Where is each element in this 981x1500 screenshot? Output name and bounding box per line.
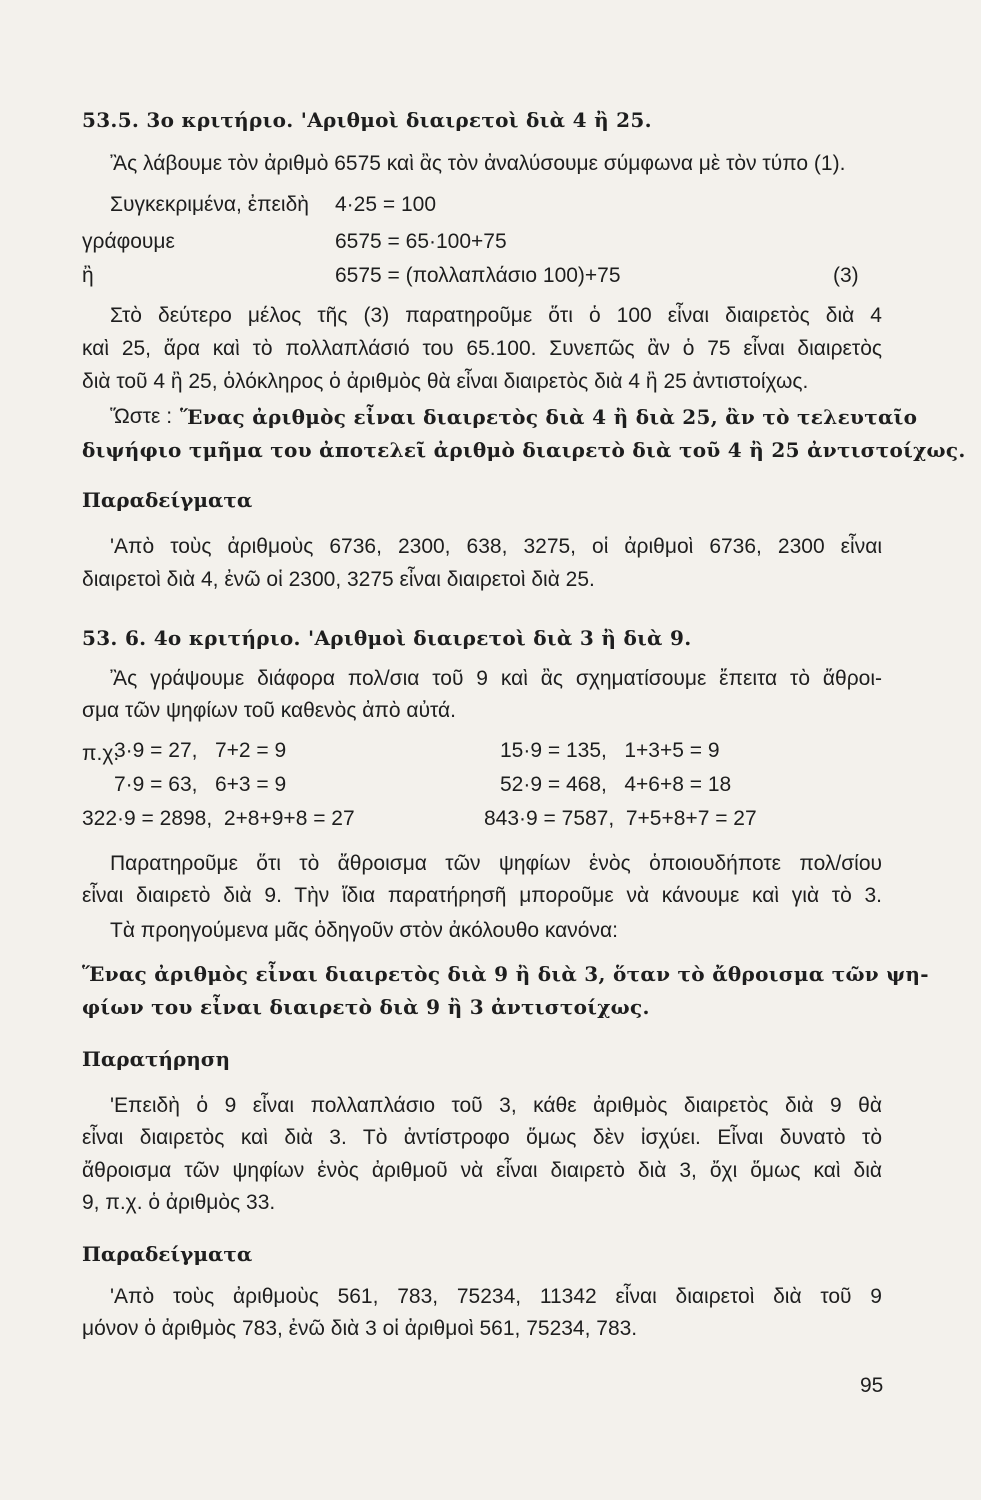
equation-label: Συγκεκριμένα, ἐπειδὴ [110, 193, 309, 216]
paragraph-line: εἶναι διαιρετὸ διὰ 9. Τὴν ἴδια παρατήρησῆ μποροῦμε νὰ κάνουμε καὶ γιὰ τὸ 3. [82, 884, 882, 907]
rule-text: φίων του εἶναι διαιρετὸ διὰ 9 ἢ 3 ἀντιστοίχως. [82, 995, 650, 1019]
equation-tag: (3) [833, 264, 859, 287]
paragraph-line: διαιρετοὶ διὰ 4, ἐνῶ οἱ 2300, 3275 εἶναι διαιρετοὶ διὰ 25. [82, 568, 595, 591]
example-right: 15·9 = 135, 1+3+5 = 9 [500, 739, 720, 762]
example-right: 843·9 = 7587, 7+5+8+7 = 27 [484, 807, 757, 830]
example-right: 52·9 = 468, 4+6+8 = 18 [500, 773, 732, 796]
paragraph-line: Ἂς γράψουμε διάφορα πολ/σια τοῦ 9 καὶ ἂς σχηματίσουμε ἔπειτα τὸ ἄθροι- [110, 667, 882, 690]
equation-label: γράφουμε [82, 230, 175, 253]
page-number: 95 [860, 1374, 884, 1397]
paragraph-line: Στὸ δεύτερο μέλος τῆς (3) παρατηροῦμε ὅτι ὁ 100 εἶναι διαιρετὸς διὰ 4 [110, 304, 882, 327]
paragraph-line: ἄθροισμα τῶν ψηφίων ἑνὸς ἀριθμοῦ νὰ εἶναι διαιρετὸ διὰ 3, ὄχι ὅμως καὶ διὰ [82, 1159, 882, 1182]
paragraph-line: 'Απὸ τοὺς ἀριθμοὺς 561, 783, 75234, 11342 εἶναι διαιρετοὶ διὰ τοῦ 9 [110, 1285, 882, 1308]
equation: 4·25 = 100 [335, 193, 437, 216]
paragraph-line: 'Απὸ τοὺς ἀριθμοὺς 6736, 2300, 638, 3275, οἱ ἀριθμοὶ 6736, 2300 εἶναι [110, 535, 882, 558]
subheading-examples: Παραδείγματα [82, 1242, 253, 1266]
paragraph-line: μόνον ὁ ἀριθμὸς 783, ἐνῶ διὰ 3 οἱ ἀριθμοὶ 561, 75234, 783. [82, 1317, 638, 1340]
subheading-remark: Παρατήρηση [82, 1047, 231, 1071]
equation-label: ἢ [82, 264, 94, 287]
equation: 6575 = (πολλαπλάσιο 100)+75 [335, 264, 621, 287]
example-left: 7·9 = 63, 6+3 = 9 [114, 773, 287, 796]
example-prefix: π.χ. [82, 742, 120, 765]
rule-text: Ἕνας ἀριθμὸς εἶναι διαιρετὸς διὰ 9 ἢ διὰ 3, ὅταν τὸ ἄθροισμα τῶν ψη- [82, 962, 929, 986]
paragraph-line: εἶναι διαιρετὸς καὶ διὰ 3. Τὸ ἀντίστροφο ὅμως δὲν ἰσχύει. Εἶναι δυνατὸ τὸ [82, 1126, 882, 1149]
equation: 6575 = 65·100+75 [335, 230, 507, 253]
paragraph-line: διὰ τοῦ 4 ἢ 25, ὁλόκληρος ὁ ἀριθμὸς θὰ εἶναι διαιρετὸς διὰ 4 ἢ 25 ἀντιστοίχως. [82, 370, 809, 393]
subheading-examples: Παραδείγματα [82, 488, 253, 512]
example-left: 322·9 = 2898, 2+8+9+8 = 27 [82, 807, 355, 830]
section-heading-53-5: 53.5. 3ο κριτήριο. 'Αριθμοὶ διαιρετοὶ διὰ 4 ἢ 25. [82, 108, 652, 132]
paragraph-line: Παρατηροῦμε ὅτι τὸ ἄθροισμα τῶν ψηφίων ἑνὸς ὁποιουδήποτε πολ/σίου [110, 852, 882, 875]
rule-prefix: Ὥστε : [110, 405, 173, 428]
section-heading-53-6: 53. 6. 4ο κριτήριο. 'Αριθμοὶ διαιρετοὶ διὰ 3 ἢ διὰ 9. [82, 626, 692, 650]
paragraph-line: 'Επειδὴ ὁ 9 εἶναι πολλαπλάσιο τοῦ 3, κάθε ἀριθμὸς διαιρετὸς διὰ 9 θὰ [110, 1094, 882, 1117]
rule-text: Ἕνας ἀριθμὸς εἶναι διαιρετὸς διὰ 4 ἢ διὰ 25, ἂν τὸ τελευταῖο [180, 405, 918, 429]
paragraph-line: σμα τῶν ψηφίων τοῦ καθενὸς ἀπὸ αὐτά. [82, 699, 457, 722]
rule-text: διψήφιο τμῆμα του ἀποτελεῖ ἀριθμὸ διαιρετὸ διὰ τοῦ 4 ἢ 25 ἀντιστοίχως. [82, 438, 966, 462]
paragraph-line: Ἂς λάβουμε τὸν ἀριθμὸ 6575 καὶ ἂς τὸν ἀναλύσουμε σύμφωνα μὲ τὸν τύπο (1). [110, 152, 846, 175]
paragraph-line: 9, π.χ. ὁ ἀριθμὸς 33. [82, 1191, 276, 1214]
example-left: 3·9 = 27, 7+2 = 9 [114, 739, 287, 762]
paragraph-line: καὶ 25, ἄρα καὶ τὸ πολλαπλάσιό του 65.100. Συνεπῶς ἂν ὁ 75 εἶναι διαιρετὸς [82, 337, 882, 360]
paragraph-line: Τὰ προηγούμενα μᾶς ὁδηγοῦν στὸν ἀκόλουθο κανόνα: [110, 919, 618, 942]
